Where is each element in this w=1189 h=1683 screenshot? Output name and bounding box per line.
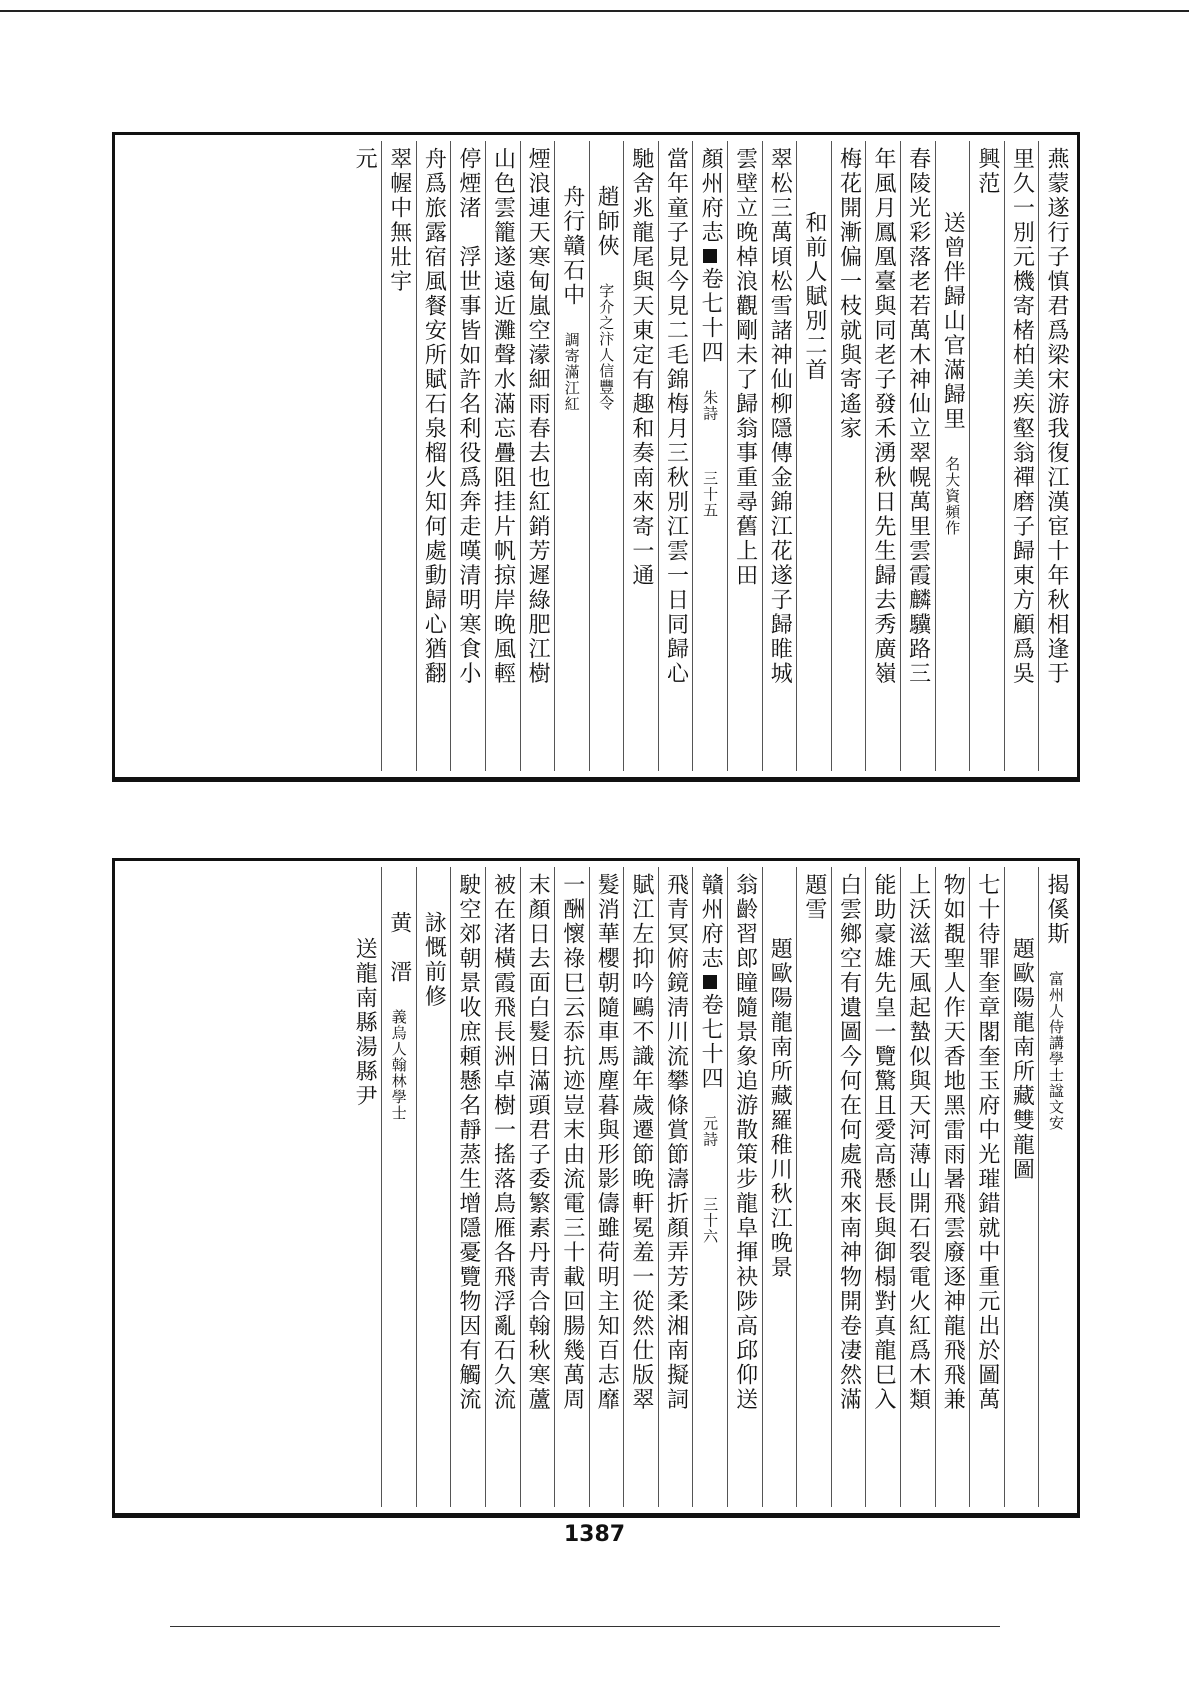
column-annotation: 朱詩 bbox=[701, 389, 720, 422]
column-text: 年風月鳳凰臺與同老子發禾湧秋日先生歸去秀廣嶺 bbox=[871, 147, 897, 686]
page-number: 1387 bbox=[563, 1522, 626, 1547]
column-text: 送曾伴歸山官滿歸里 bbox=[940, 211, 966, 432]
column-text: 物如覩聖人作天香地黑雷雨暑飛雲廢逐神龍飛飛兼 bbox=[940, 873, 966, 1412]
text-column bbox=[865, 867, 900, 1507]
column-text: 馳舍兆龍尾與天東定有趣和奏南來寄一通 bbox=[628, 147, 654, 588]
text-column bbox=[416, 141, 451, 771]
column-text: 舟爲旅露宿風餐安所賦石泉榴火知何處動歸心猶翻 bbox=[421, 147, 447, 686]
text-column bbox=[623, 867, 658, 1507]
column-text: 春陵光彩落老若萬木神仙立翠幌萬里雲霞麟驥路三 bbox=[905, 147, 931, 686]
column-text: 髮消華櫻朝隨車馬塵暮與形影儔雖荷明主知百志靡 bbox=[594, 873, 620, 1412]
text-column bbox=[762, 141, 797, 771]
column-text: 七十待罪奎章閣奎玉府中光璀錯就中重元出於圖萬 bbox=[974, 873, 1000, 1412]
text-column bbox=[485, 141, 520, 771]
text-column bbox=[381, 867, 416, 1507]
text-column bbox=[969, 141, 1004, 771]
text-column bbox=[1038, 867, 1073, 1507]
column-text: 山色雲籠遂遠近灘聲水滿忘疊阻挂片帆掠岸晚風輕 bbox=[490, 147, 516, 686]
text-column bbox=[796, 141, 831, 771]
column-annotation: 調寄滿江紅 bbox=[562, 332, 581, 412]
text-column bbox=[623, 141, 658, 771]
column-text: 煙浪連天寒甸嵐空濛細雨春去也紅銷芳遲綠肥江樹 bbox=[525, 147, 551, 686]
column-text: 翁齡習郎瞳隨景象追游散策步龍阜揮袂陟高邱仰送 bbox=[732, 873, 758, 1412]
column-text: 元 bbox=[352, 147, 378, 172]
text-column bbox=[485, 867, 520, 1507]
text-column bbox=[658, 867, 693, 1507]
fish-tail-mark bbox=[703, 249, 717, 263]
column-text: 贛州府志 bbox=[698, 873, 724, 971]
fish-tail-mark bbox=[703, 975, 717, 989]
column-text: 白雲鄉空有遺圖今何在何處飛來南神物開卷凄然滿 bbox=[836, 873, 862, 1412]
column-text: 題歐陽龍南所藏雙龍圖 bbox=[1009, 937, 1035, 1182]
juan-label: 卷七十四 bbox=[698, 993, 724, 1091]
column-text: 燕蒙遂行子慎君爲梁宋游我復江漢宦十年秋相逢于 bbox=[1044, 147, 1069, 686]
text-column bbox=[796, 867, 831, 1507]
bottom-rule bbox=[170, 1626, 1000, 1627]
text-column bbox=[554, 141, 589, 771]
top-page-panel bbox=[112, 132, 1080, 782]
text-column bbox=[1004, 141, 1039, 771]
column-text: 和前人賦別二首 bbox=[801, 211, 827, 383]
column-text: 駛空郊朝景收庶頼懸名靜蒸生增隱憂覽物因有觸流 bbox=[455, 873, 481, 1412]
text-column bbox=[347, 867, 382, 1507]
column-annotation: 元詩 bbox=[701, 1115, 720, 1148]
column-text: 題歐陽龍南所藏羅稚川秋江晚景 bbox=[767, 937, 793, 1280]
column-text: 黄 溍 bbox=[386, 911, 412, 985]
column-text: 翠松三萬頃松雪諸神仙柳隱傳金錦江花遂子歸睢城 bbox=[767, 147, 793, 686]
text-column bbox=[381, 141, 416, 771]
folio-number: 三十五 bbox=[701, 470, 720, 519]
column-text: 上沃滋天風起蟄似與天河薄山開石裂電火紅爲木類 bbox=[905, 873, 931, 1412]
column-text: 翠幄中無壯宇 bbox=[386, 147, 412, 294]
column-text: 揭傒斯 bbox=[1044, 873, 1069, 947]
text-column bbox=[935, 141, 970, 771]
text-column bbox=[416, 867, 451, 1507]
column-text: 舟行贛石中 bbox=[559, 185, 585, 308]
text-column bbox=[831, 141, 866, 771]
column-text: 雲壁立晚棹浪觀剛未了歸翁事重尋舊上田 bbox=[732, 147, 758, 588]
column-text: 送龍南縣湯縣尹 bbox=[352, 937, 378, 1109]
column-annotation: 字介之汴人信豐令 bbox=[597, 283, 616, 411]
text-column bbox=[450, 867, 485, 1507]
column-annotation: 名大資頻作 bbox=[943, 456, 962, 536]
text-column bbox=[520, 867, 555, 1507]
text-column bbox=[1038, 141, 1073, 771]
column-text: 梅花開漸偏一枝就與寄遙家 bbox=[836, 147, 862, 441]
column-text: 末顏日去面白髮日滿頭君子委繁素丹靑合翰秋寒蘆 bbox=[525, 873, 551, 1412]
juan-label: 卷七十四 bbox=[698, 267, 724, 365]
text-column bbox=[727, 867, 762, 1507]
top-rule bbox=[0, 10, 1189, 12]
text-column bbox=[900, 141, 935, 771]
text-column bbox=[762, 867, 797, 1507]
text-column bbox=[589, 141, 624, 771]
column-text: 被在渚橫霞飛長洲卓樹一搖落鳥雁各飛浮亂石久流 bbox=[490, 873, 516, 1412]
text-column bbox=[450, 141, 485, 771]
column-text: 趙師俠 bbox=[594, 185, 620, 259]
text-column bbox=[1004, 867, 1039, 1507]
column-text: 飛青冥俯鏡淸川流攀條賞節濤折顏弄芳柔湘南擬詞 bbox=[663, 873, 689, 1412]
text-column bbox=[831, 867, 866, 1507]
column-annotation: 富州人侍講學士諡文安 bbox=[1047, 971, 1065, 1131]
bottom-text-columns bbox=[119, 867, 1073, 1507]
text-column bbox=[692, 867, 727, 1507]
column-text: 顏州府志 bbox=[698, 147, 724, 245]
text-column bbox=[935, 867, 970, 1507]
column-text: 能助豪雄先皇一覽驚且愛高懸長與御榻對真龍巳入 bbox=[871, 873, 897, 1412]
text-column bbox=[969, 867, 1004, 1507]
text-column bbox=[520, 141, 555, 771]
text-column bbox=[589, 867, 624, 1507]
column-text: 賦江左抑吟鷗不識年歲遷節晚軒冕羞一從然仕版翠 bbox=[628, 873, 654, 1412]
folio-number: 三十六 bbox=[701, 1196, 720, 1245]
text-column bbox=[347, 141, 382, 771]
column-text: 一酬懷祿巳云忝抗迹豈末由流電三十載回腸幾萬周 bbox=[559, 873, 585, 1412]
column-text: 詠慨前修 bbox=[421, 911, 447, 1009]
column-text: 題雪 bbox=[801, 873, 827, 922]
column-text: 當年童子見今見二毛錦梅月三秋別江雲一日同歸心 bbox=[663, 147, 689, 686]
text-column bbox=[658, 141, 693, 771]
column-text: 里久一別元機寄楮柏美疾壑翁禪磨子歸東方顧爲吳 bbox=[1009, 147, 1035, 686]
column-text: 停煙渚 浮世事皆如許名利役爲奔走嘆清明寒食小 bbox=[455, 147, 481, 686]
bottom-page-panel bbox=[112, 858, 1080, 1518]
text-column bbox=[865, 141, 900, 771]
text-column bbox=[727, 141, 762, 771]
column-text: 興范 bbox=[974, 147, 1000, 196]
top-text-columns bbox=[119, 141, 1073, 771]
text-column bbox=[900, 867, 935, 1507]
text-column bbox=[692, 141, 727, 771]
column-annotation: 義烏人翰林學士 bbox=[389, 1009, 408, 1121]
text-column bbox=[554, 867, 589, 1507]
